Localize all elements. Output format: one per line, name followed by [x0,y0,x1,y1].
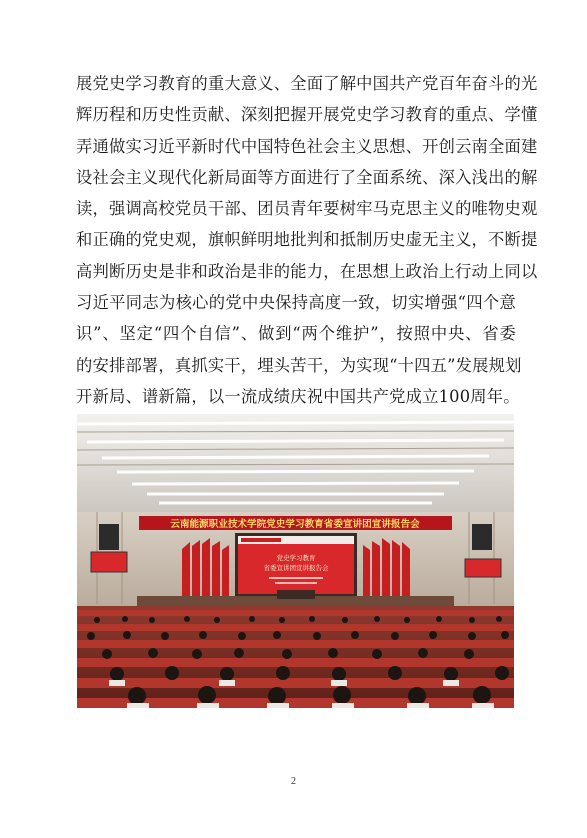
screen-title-line1: 党史学习教育 [276,554,316,562]
right-speaker [472,524,492,550]
page-number: 2 [291,776,296,787]
paragraph-line: 弄通做实习近平新时代中国特色社会主义思想、开创云南全面建 [76,136,538,156]
screen-title-line2: 省委宣讲团宣讲报告会 [263,564,329,572]
auditorium-photo [77,414,514,708]
paragraph-line: 展党史学习教育的重大意义、全面了解中国共产党百年奋斗的光 [76,74,538,93]
paragraph-line: 设社会主义现代化新局面等方面进行了全面系统、深入浅出的解 [76,167,538,187]
paragraph-line: 和正确的党史观，旗帜鲜明地批判和抵制历史虚无主义，不断提 [76,230,538,250]
paragraph-line: 读，强调高校党员干部、团员青年要树牢马克思主义的唯物史观 [76,199,538,219]
paragraph-line: 识”、坚定“四个自信”、做到“两个维护”，按照中央、省委 [76,324,516,344]
right-side-screen [465,559,501,577]
paragraph-line: 高判断历史是非和政治是非的能力，在思想上政治上行动上同以 [76,261,538,281]
left-side-screen [91,552,127,572]
left-speaker [99,524,119,550]
stage-banner-text: 云南能源职业技术学院党史学习教育省委宣讲团宣讲报告会 [170,519,420,530]
podium-table [277,590,315,599]
paragraph-line: 开新局、谱新篇，以一流成绩庆祝中国共产党成立100周年。 [76,386,520,406]
body-paragraph [76,68,538,412]
paragraph-line: 习近平同志为核心的党中央保持高度一致，切实增强“四个意 [76,293,516,313]
paragraph-line: 的安排部署，真抓实干，埋头苦干，为实现“十四五”发展规划 [76,355,522,375]
paragraph-line: 辉历程和历史性贡献、深刻把握开展党史学习教育的重点、学懂 [76,105,538,125]
